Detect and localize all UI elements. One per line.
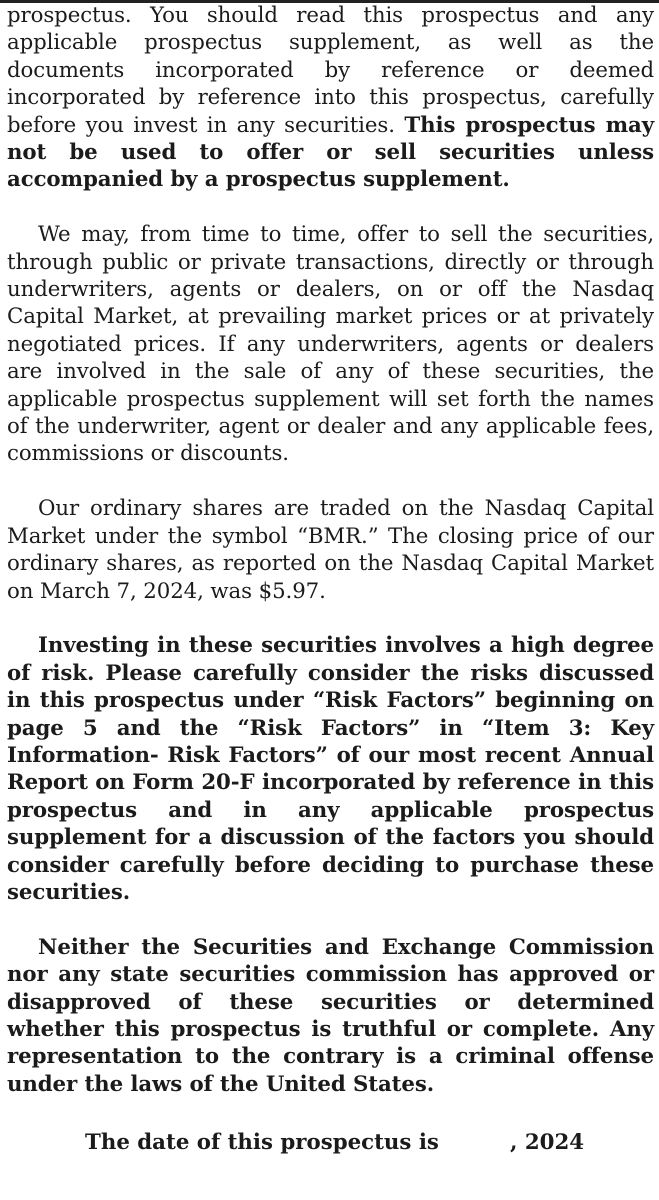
prospectus-document	[7, 2, 654, 1126]
offering-methods-paragraph: We may, from time to time, offer to sell the securities, through public or private transactions, directly or through underwriters, agents or dealers, on or off the Nasdaq Capital Market, at prevailing market prices or at privately negotiated prices. If any underwriters, agents or dealers are involved in the sale of any of these securities, the applicable prospectus supplement will set forth the names of the underwriter, agent or dealer and any applicable fees, commissions or discounts.	[7, 222, 654, 467]
risk-warning-paragraph: Investing in these securities involves a high degree of risk. Please carefully consider the risks discussed in this prospectus under “Risk Factors” beginning on page 5 and the “Risk Factors” in “Item 3: Key Information- Risk Factors” of our most recent Annual Report on Form 20-F incorporated by reference in this prospectus and in any applicable prospectus supplement for a discussion of the factors you should consider carefully before deciding to purchase these securities.	[7, 633, 654, 905]
intro-paragraph-text: prospectus. You should read this prospectus and any applicable prospectus supplement, as well as the documents incorporated by reference or deemed incorporated by reference into this prospectus, carefully before you invest in any securities.	[7, 3, 654, 138]
intro-paragraph-bold-warning: This prospectus may not be used to offer or sell securities unless accompanied by a prospectus supplement.	[7, 112, 654, 193]
sec-disclaimer-paragraph: Neither the Securities and Exchange Commission nor any state securities commission has approved or disapproved of these securities or determined whether this prospectus is truthful or complete. Any representation to the contrary is a criminal offense under the laws of the United States.	[7, 934, 654, 1097]
intro-paragraph	[7, 2, 654, 194]
share-price-paragraph: Our ordinary shares are traded on the Nasdaq Capital Market under the symbol “BMR.” The closing price of our ordinary shares, as reported on the Nasdaq Capital Market on March 7, 2024, was $5.97.	[7, 496, 654, 604]
date-line-year: , 2024	[510, 1130, 585, 1155]
date-line-label: The date of this prospectus is	[85, 1130, 439, 1155]
